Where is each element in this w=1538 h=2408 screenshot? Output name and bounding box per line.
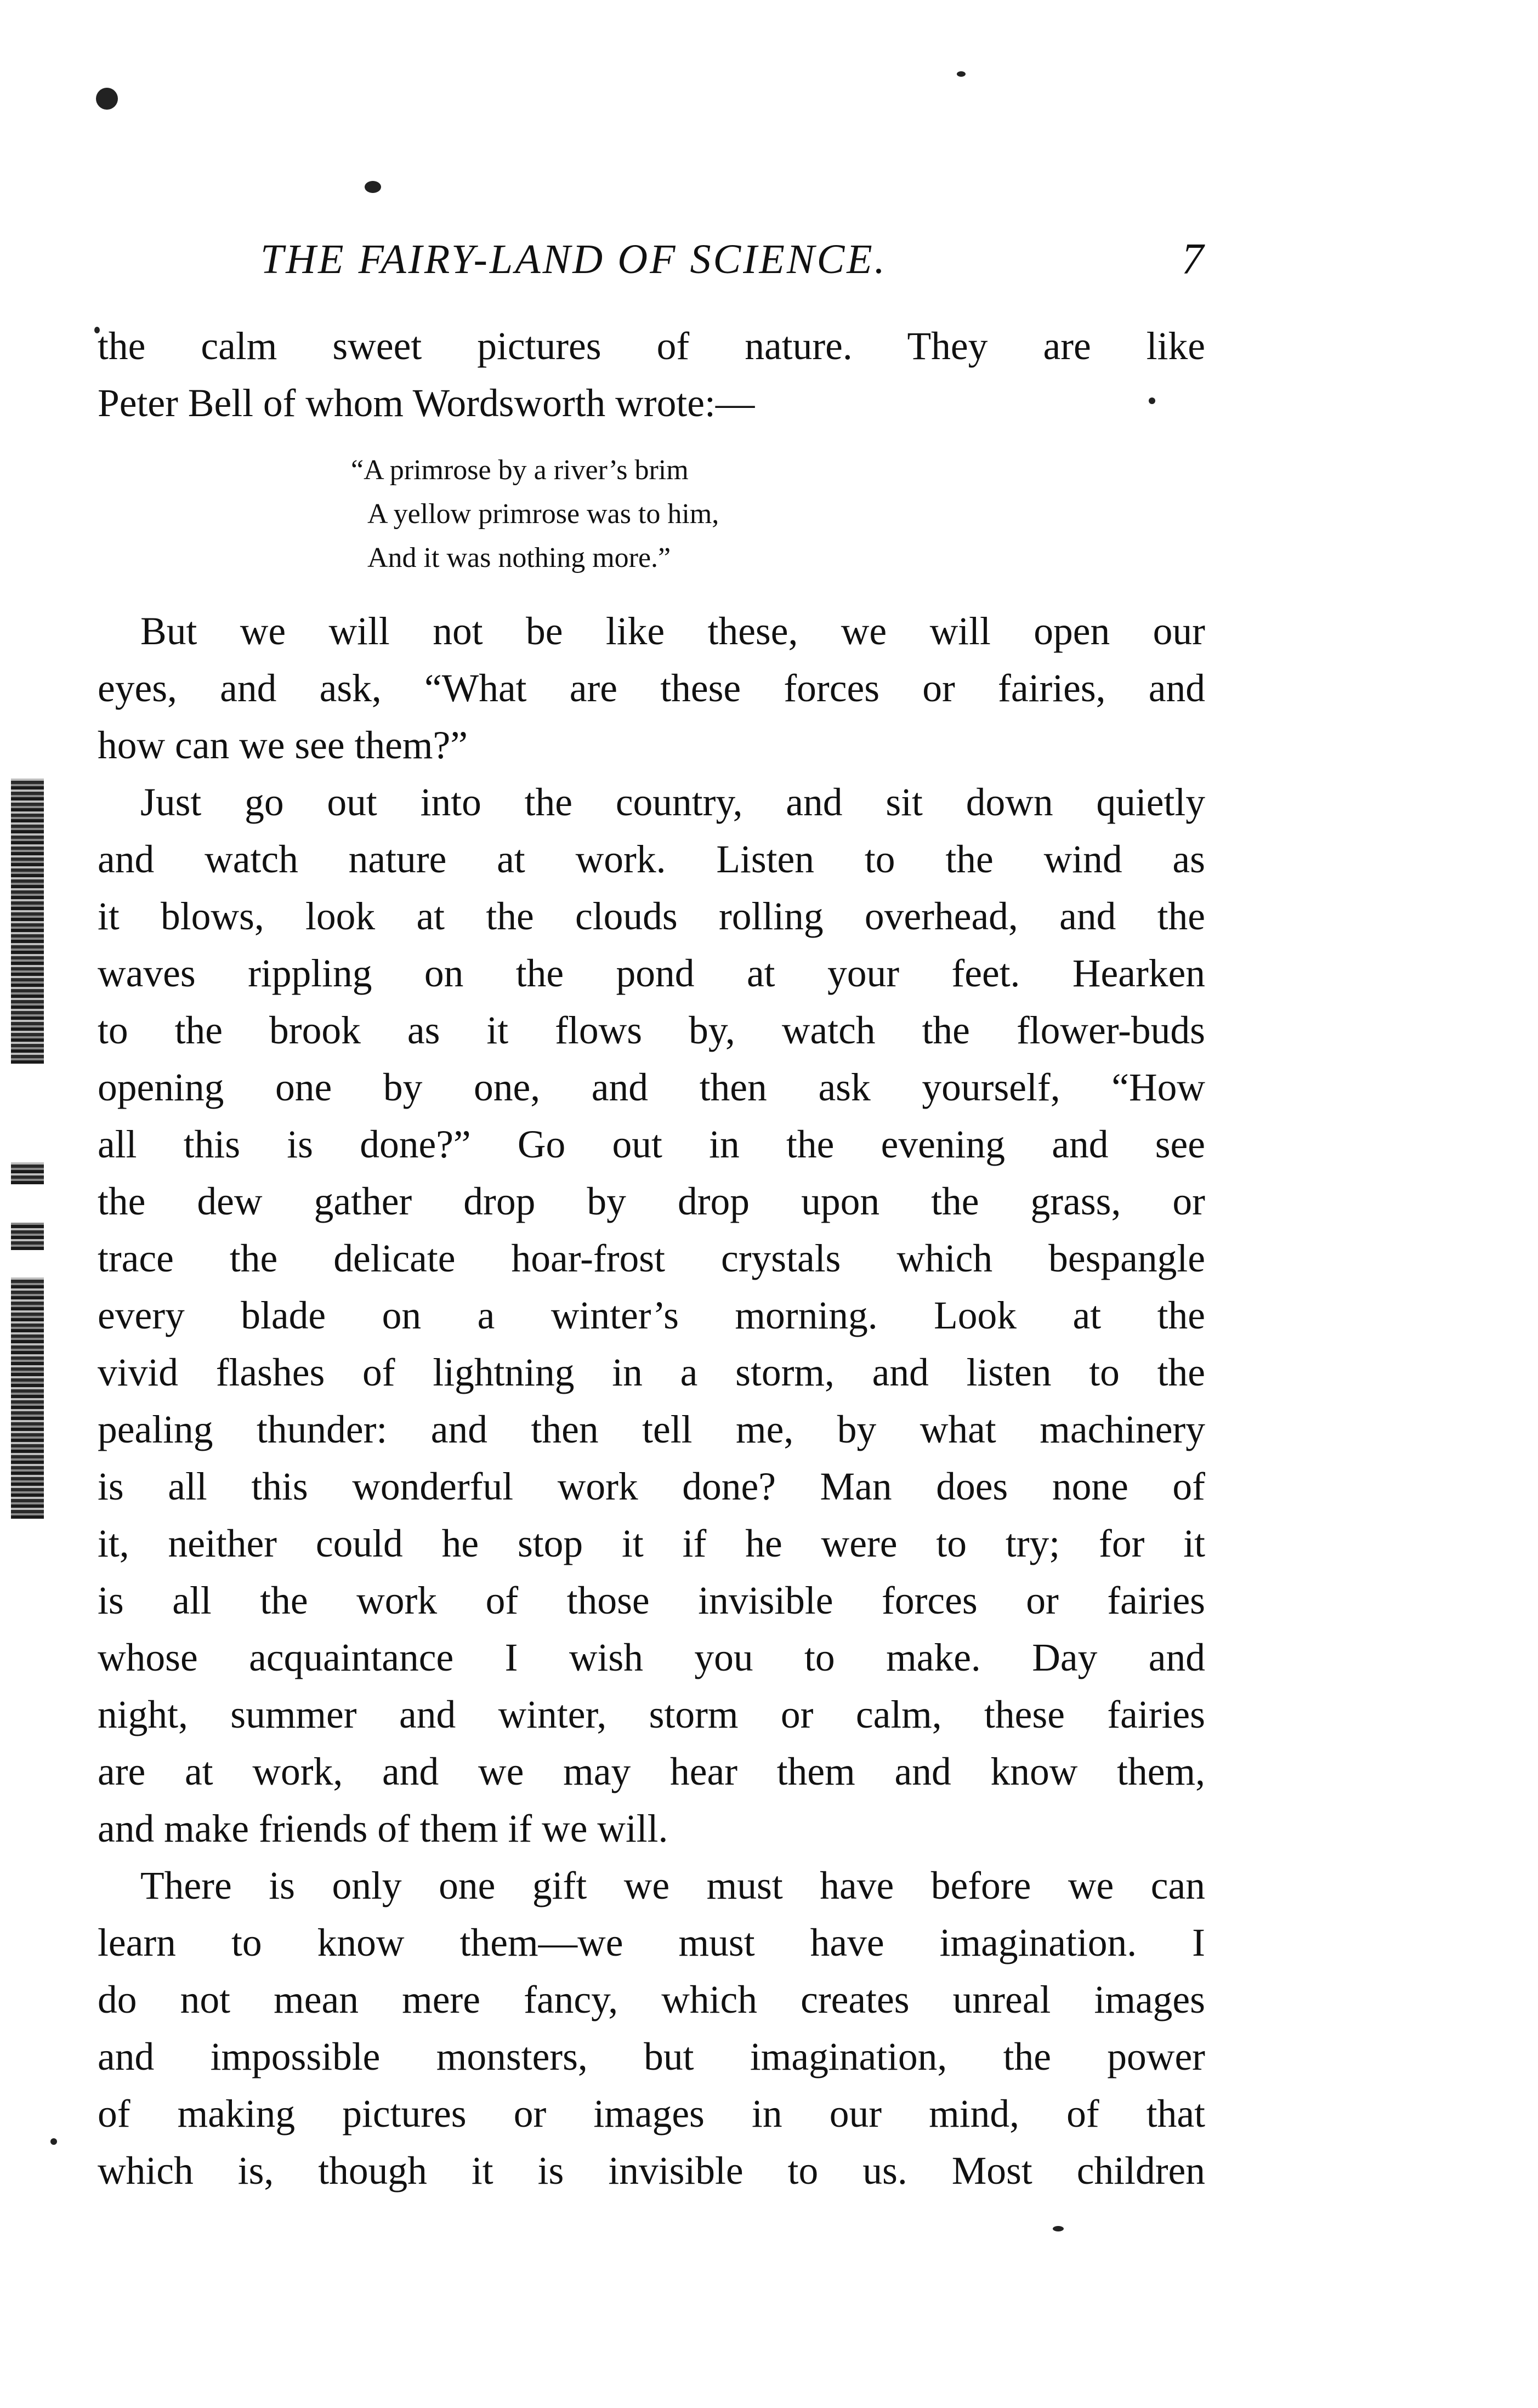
text-line: how can we see them?” — [98, 724, 468, 767]
page-header — [96, 229, 1204, 289]
text-line: trace the delicate hoar-frost crystals which bespangle — [98, 1237, 1205, 1280]
scan-edge-mark — [11, 779, 44, 1064]
scan-speck — [50, 2138, 57, 2145]
text-line: waves rippling on the pond at your feet. Hearken — [98, 952, 1205, 995]
scan-speck — [96, 88, 118, 110]
text-line: all this is done?” Go out in the evening and see — [98, 1123, 1205, 1166]
paragraph — [98, 603, 1205, 774]
text-line: it blows, look at the clouds rolling overhead, and the — [98, 895, 1205, 938]
paragraph — [98, 1858, 1205, 2200]
verse-line: And it was nothing more.” — [367, 542, 671, 573]
main-text — [98, 603, 1205, 2200]
scan-speck — [365, 181, 381, 193]
scan-edge-mark — [11, 1162, 44, 1184]
text-line: Peter Bell of whom Wordsworth wrote:— — [98, 382, 755, 425]
text-line: the calm sweet pictures of nature. They are like — [98, 325, 1205, 368]
text-line: and make friends of them if we will. — [98, 1807, 668, 1850]
text-line: the dew gather drop by drop upon the grass, or — [98, 1180, 1205, 1223]
scan-edge-mark — [11, 1223, 44, 1250]
text-line: every blade on a winter’s morning. Look at the — [98, 1294, 1205, 1337]
text-line: it, neither could he stop it if he were to try; for it — [98, 1522, 1205, 1565]
scan-speck — [1053, 2226, 1064, 2231]
text-line: are at work, and we may hear them and know them, — [98, 1750, 1205, 1793]
text-line: of making pictures or images in our mind, of that — [98, 2092, 1205, 2136]
text-line: pealing thunder: and then tell me, by what machinery — [98, 1408, 1205, 1451]
text-line: vivid flashes of lightning in a storm, and listen to the — [98, 1351, 1205, 1394]
text-line: But we will not be like these, we will open our — [140, 610, 1205, 653]
opening-paragraph — [98, 318, 1205, 432]
text-line: is all this wonderful work done? Man does none of — [98, 1465, 1205, 1508]
running-head: THE FAIRY-LAND OF SCIENCE. — [260, 236, 887, 282]
text-line: do not mean mere fancy, which creates unreal images — [98, 1978, 1205, 2021]
text-line: learn to know them—we must have imagination. I — [98, 1921, 1205, 1964]
verse-line: A yellow primrose was to him, — [367, 498, 719, 530]
text-line: to the brook as it flows by, watch the flower-buds — [98, 1009, 1205, 1052]
text-line: and impossible monsters, but imagination, the power — [98, 2035, 1205, 2078]
text-line: There is only one gift we must have before we can — [140, 1864, 1205, 1907]
text-line: and watch nature at work. Listen to the wind as — [98, 838, 1205, 881]
text-line: Just go out into the country, and sit down quietly — [140, 781, 1205, 824]
text-line: is all the work of those invisible forces or fairies — [98, 1579, 1205, 1622]
text-line: eyes, and ask, “What are these forces or fairies, and — [98, 667, 1205, 710]
scan-edge-mark — [11, 1277, 44, 1519]
text-line: opening one by one, and then ask yourself, “How — [98, 1066, 1205, 1109]
verse-line: “A primrose by a river’s brim — [351, 455, 689, 486]
text-line: whose acquaintance I wish you to make. Day and — [98, 1636, 1205, 1679]
text-line: night, summer and winter, storm or calm, these fairies — [98, 1693, 1205, 1736]
paragraph — [98, 774, 1205, 1858]
verse-quotation — [351, 448, 719, 580]
scan-speck — [957, 71, 966, 77]
page-number: 7 — [1182, 235, 1204, 283]
text-line: which is, though it is invisible to us. Most children — [98, 2149, 1205, 2193]
